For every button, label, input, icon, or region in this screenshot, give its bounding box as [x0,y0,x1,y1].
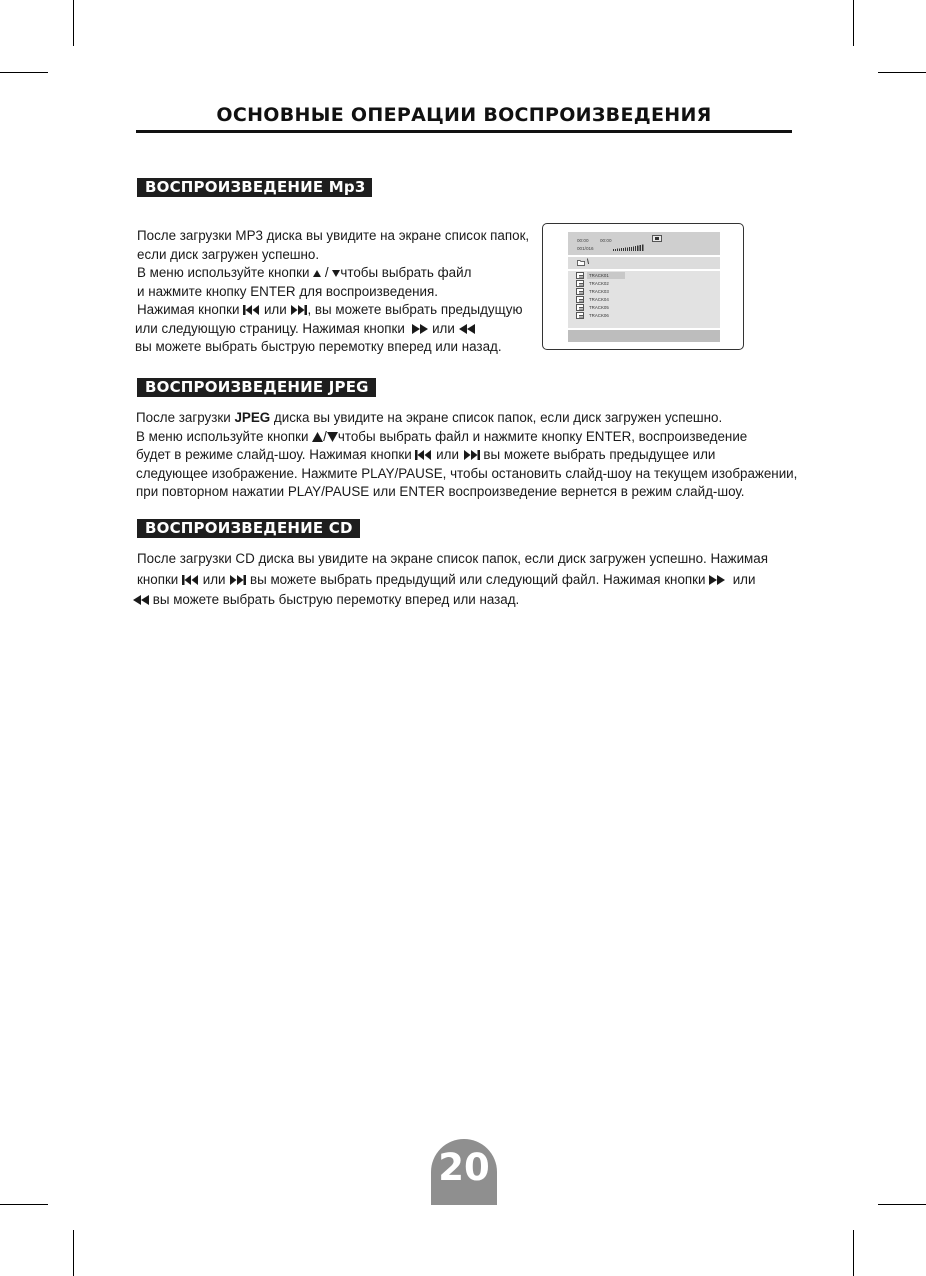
jpeg-separator: / [323,428,327,444]
mp3-or: или [263,302,287,317]
jpeg-line-3 [136,446,797,465]
file-icon [576,296,584,303]
page-title: ОСНОВНЫЕ ОПЕРАЦИИ ВОСПРОИЗВЕДЕНИЯ [216,104,712,126]
section-heading-jpeg: ВОСПРОИЗВЕДЕНИЕ JPEG [137,378,376,397]
mp3-line-2: если диск загружен успешно. [137,246,320,262]
mp3-screen-illustration [542,223,744,350]
section-heading-cd: ВОСПРОИЗВЕДЕНИЕ CD [137,519,360,538]
crop-mark [0,1204,48,1205]
next-track-icon [229,575,246,585]
page-number: 20 [438,1146,490,1189]
file-icon [576,288,584,295]
page-number-tab [431,1139,497,1205]
cd-line-2 [137,571,768,590]
track-label: TRACK02 [589,281,609,286]
mp3-line-3-start: В меню используйте кнопки [137,265,310,280]
prev-track-icon [243,305,260,315]
cd-line-2-middle: вы можете выбрать предыдущий или следующий файл. Нажимая кнопки [250,571,706,587]
crop-mark [853,0,854,46]
mp3-line-6 [135,320,529,339]
jpeg-line-3-end: вы можете выбрать предыдущее или [483,447,716,462]
rewind-icon [133,595,149,605]
stop-mode-icon [652,235,662,242]
up-arrow-icon [312,432,323,442]
next-track-icon [463,450,480,460]
jpeg-line-5: при повторном нажатии PLAY/PAUSE или ENTER воспроизведение вернется в режим слайд-шоу. [136,484,745,499]
screen-footer-bar [568,330,720,342]
mp3-line-6-start: или следующую страницу. Нажимая кнопки [135,320,405,336]
mp3-line-3 [137,264,529,283]
jpeg-line-1-start: После загрузки [136,410,231,425]
screen-path-bar [568,257,720,269]
track-label: TRACK04 [589,297,609,302]
screen-track-counter: 001/016 [577,246,594,251]
screen-time-total: 00:00 [600,238,612,243]
jpeg-description [136,409,797,502]
jpeg-line-3-start: будет в режиме слайд-шоу. Нажимая кнопки [136,447,412,462]
jpeg-line-1 [136,409,797,428]
crop-mark [853,1230,854,1276]
cd-or-2: или [732,571,756,587]
cd-line-3-text: вы можете выбрать быструю перемотку вперед или назад. [152,592,520,607]
up-arrow-icon [313,270,321,277]
crop-mark [878,72,926,73]
file-icon [576,312,584,319]
track-label: TRACK05 [589,305,609,310]
track-label: TRACK03 [589,289,609,294]
mp3-line-7: вы можете выбрать быструю перемотку вперед или назад. [135,339,502,354]
mp3-or-2: или [432,320,455,336]
mp3-description [137,227,529,357]
file-icon [576,304,584,311]
cd-or: или [202,571,226,587]
mp3-separator: / [324,265,329,280]
cd-line-2-start: кнопки [137,571,179,587]
cd-description [137,550,768,610]
jpeg-line-2 [136,428,797,447]
file-icon [576,280,584,287]
mp3-line-3-end: чтобы выбрать файл [340,265,472,280]
jpeg-line-4: следующее изображение. Нажмите PLAY/PAUSE, чтобы остановить слайд-шоу на текущем изображении, [136,465,798,481]
mp3-line-4: и нажмите кнопку ENTER для воспроизведения. [137,283,439,299]
prev-track-icon [415,450,432,460]
folder-icon [577,260,585,266]
volume-level-icon [613,244,649,251]
screen-time-elapsed: 00:00 [577,238,589,243]
next-track-icon [290,305,307,315]
jpeg-line-2-end: чтобы выбрать файл и нажмите кнопку ENTER, воспроизведение [337,428,748,444]
crop-mark [878,1204,926,1205]
mp3-line-5 [137,301,529,320]
track-label: TRACK06 [589,313,609,318]
screen-header [568,232,720,255]
mp3-line-1: После загрузки MP3 диска вы увидите на экране список папок, [137,228,530,243]
cd-line-3 [133,591,768,610]
crop-mark [0,72,48,73]
section-heading-mp3: ВОСПРОИЗВЕДЕНИЕ Mp3 [137,178,372,197]
track-label: TRACK01 [587,272,625,279]
title-rule [136,130,792,133]
down-arrow-icon [327,432,338,442]
crop-mark [73,0,74,46]
jpeg-line-1-end: диска вы увидите на экране список папок, если диск загружен успешно. [273,410,723,425]
screen-track-list [568,271,720,328]
cd-line-1: После загрузки CD диска вы увидите на экране список папок, если диск загружен успешно. Нажимая [137,551,768,566]
file-icon [576,272,584,279]
jpeg-or: или [436,447,459,462]
prev-track-icon [182,575,199,585]
fast-forward-icon [412,324,428,334]
jpeg-line-2-start: В меню используйте кнопки [136,428,309,444]
crop-mark [73,1230,74,1276]
mp3-line-5-start: Нажимая кнопки [137,302,240,317]
screen-path: \ [587,259,589,266]
jpeg-format-label: JPEG [234,410,271,425]
rewind-icon [459,324,475,334]
mp3-line-5-end: , вы можете выбрать предыдущую [307,302,523,317]
fast-forward-icon [709,575,725,585]
